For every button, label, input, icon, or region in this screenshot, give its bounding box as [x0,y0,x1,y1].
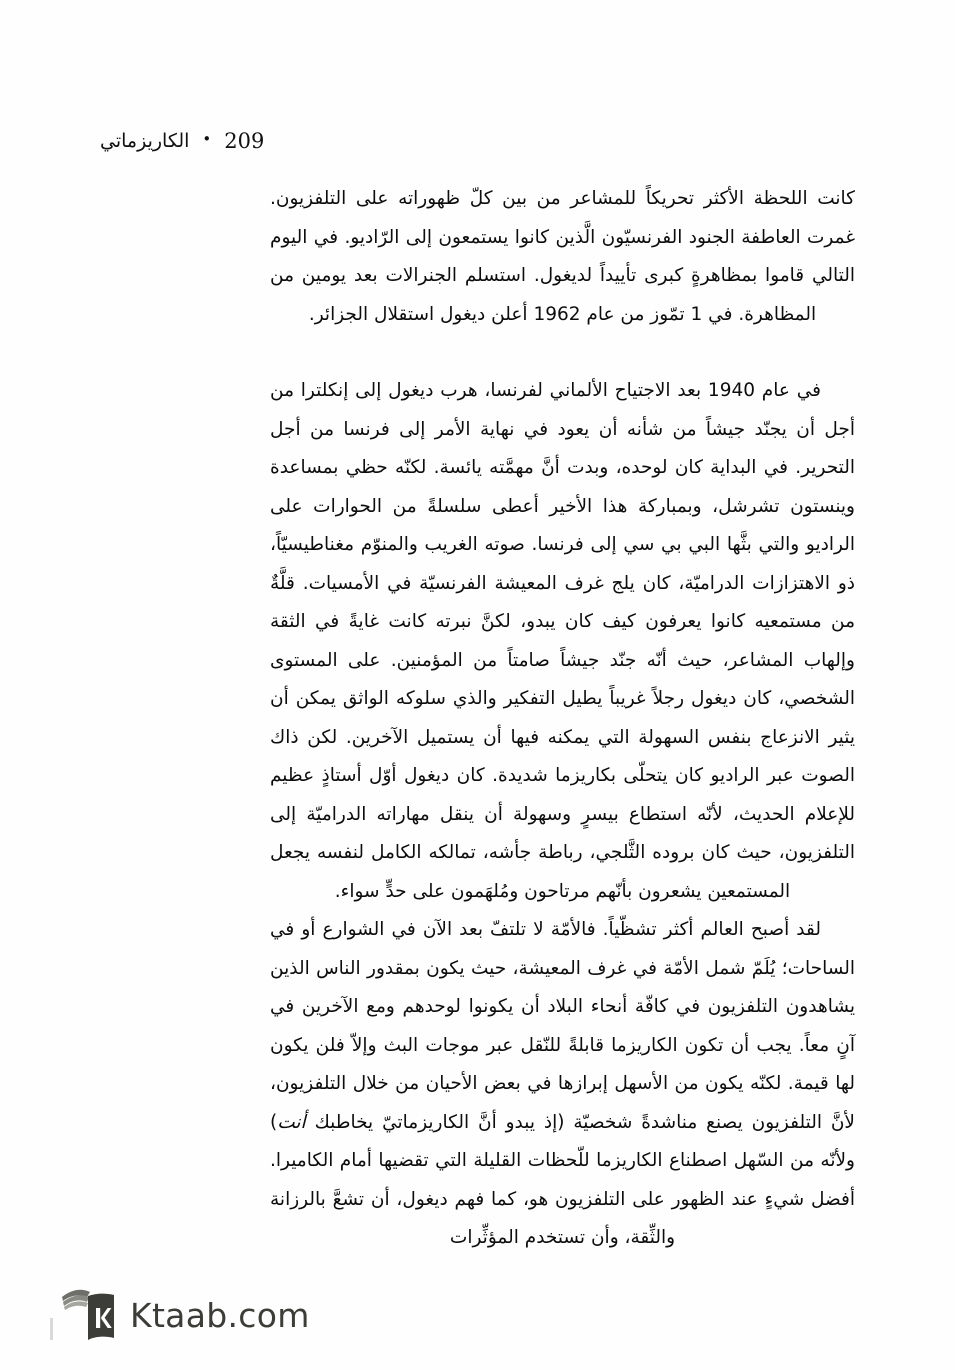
emphasised-word-anta: أنت [277,1111,306,1133]
body-text-column [270,180,855,1258]
paragraph-2: في عام 1940 بعد الاجتياح الألماني لفرنسا، هرب ديغول إلى إنكلترا من أجل أن يجنّد جيشاً من شأنه أن يعود في نهاية الأمر إلى فرنسا من أجل التحرير. في البداية كان لوحده، وبدت أنَّ مهمَّته يائسة. لكنّه حظي بمساعدة وينستون تشرشل، وبمباركة هذا الأخير أعطى سلسلةً من الحوارات على الراديو والتي بثَّها البي بي سي إلى فرنسا. صوته الغريب والمنوّم مغناطيسيّاً، ذو الاهتزازات الدراميّة، كان يلج غرف المعيشة الفرنسيّة في الأمسيات. قلَّةٌ من مستمعيه كانوا يعرفون كيف كان يبدو، لكنَّ نبرته كانت غايةً في الثقة وإلهاب المشاعر، حيث أنّه جنّد جيشاً صامتاً من المؤمنين. على المستوى الشخصي، كان ديغول رجلاً غريباً يطيل التفكير والذي سلوكه الواثق يمكن أن يثير الانزعاج بنفس السهولة التي يمكنه فيها أن يستميل الآخرين. لكن ذاك الصوت عبر الراديو كان يتحلّى بكاريزما شديدة. كان ديغول أوّل أستاذٍ عظيم للإعلام الحديث، لأنّه استطاع بيسرٍ وسهولة أن ينقل مهاراته الدراميّة إلى التلفزيون، حيث كان بروده الثَّلجي، رباطة جأشه، تمالكه الكامل لنفسه يجعل المستمعين يشعرون بأنّهم مرتاحون ومُلهَمون على حدٍّ سواء. [270,380,855,902]
watermark-brand-text: Ktaab.com [130,1295,310,1335]
paragraph-3 [270,911,855,1258]
scan-edge-tick [50,1318,53,1340]
bullet-separator-icon: • [202,129,212,148]
ktaab-watermark [60,1272,310,1358]
page-number: 209 [224,128,265,153]
paragraph-1: كانت اللحظة الأكثر تحريكاً للمشاعر من بين كلّ ظهوراته على التلفزيون. غمرت العاطفة الجنود الفرنسيّون الَّذين كانوا يستمعون إلى الرّاديو. في اليوم التالي قاموا بمظاهرةٍ كبرى تأييداً لديغول. استسلم الجنرالات بعد يومين من المظاهرة. في 1 تمّوز من عام 1962 أعلن ديغول استقلال الجزائر. [270,188,855,325]
paragraph-3-segment-2: ) ولأنّه من السّهل اصطناع الكاريزما للّحظات القليلة التي تقضيها أمام الكاميرا. أفضل شيءٍ عند الظهور على التلفزيون هو، كما فهم ديغول، أن تشعَّ بالرزانة والثِّقة، وأن تستخدم المؤثِّرات [270,1111,855,1248]
running-head-title: الكاريزماتي [100,129,190,152]
paragraph-3-segment-1: لقد أصبح العالم أكثر تشظّياً. فالأمّة لا تلتفّ بعد الآن في الشوارع أو في الساحات؛ يُلَمّ شمل الأمّة في غرف المعيشة، حيث يكون بمقدور الناس الذين يشاهدون التلفزيون في كافّة أنحاء البلاد أن يكونوا لوحدهم ومع الآخرين في آنٍ معاً. يجب أن تكون الكاريزما قابلةً للنّقل عبر موجات البث وإلاّ فلن يكون لها قيمة. لكنّه يكون من الأسهل إبرازها في بعض الأحيان من خلال التلفزيون، لأنَّ التلفزيون يصنع مناشدةً شخصيّة (إذ يبدو أنَّ الكاريزماتيّ يخاطبك [270,919,855,1133]
running-head [100,124,300,158]
open-book-icon [60,1284,118,1346]
